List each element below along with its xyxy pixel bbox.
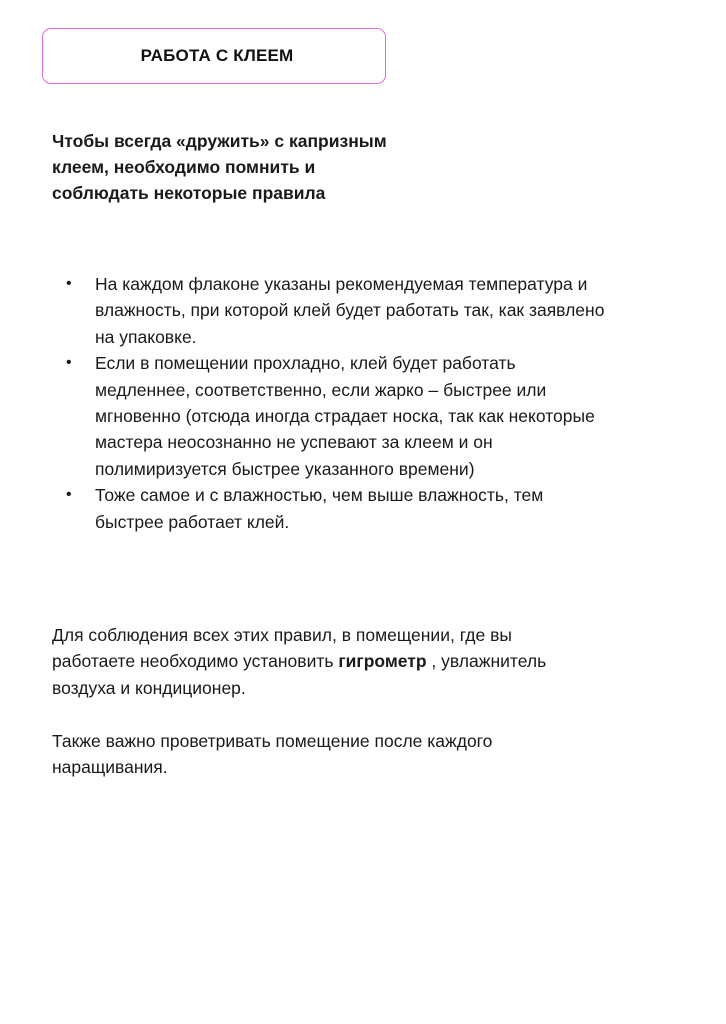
list-item <box>52 350 692 482</box>
bullet-icon: • <box>66 275 72 292</box>
intro-line: клеем, необходимо помнить и <box>52 157 316 177</box>
paragraph-line: воздуха и кондиционер. <box>52 677 246 698</box>
list-item-line: мастера неосознанно не успевают за клеем и он <box>95 432 493 453</box>
equipment-paragraph <box>52 622 652 701</box>
list-item-line: На каждом флаконе указаны рекомендуемая температура и <box>95 274 588 294</box>
list-item <box>52 482 692 535</box>
list-item-line: Если в помещении прохладно, клей будет работать <box>95 353 516 374</box>
paragraph-text: работаете необходимо установить <box>52 651 339 672</box>
list-item-line: полимиризуется быстрее указанного времени) <box>95 458 475 479</box>
page-title: РАБОТА С КЛЕЕМ <box>140 46 294 65</box>
bullet-icon: • <box>66 354 72 372</box>
list-item-line: влажность, при которой клей будет работать так, как заявлено <box>95 300 605 321</box>
list-item-line: Тоже самое и с влажностью, чем выше влажность, тем <box>95 485 544 506</box>
paragraph-line: Также важно проветривать помещение после каждого <box>52 731 493 751</box>
paragraph-line <box>52 648 652 674</box>
intro-line: Чтобы всегда «дружить» с капризным <box>52 131 387 151</box>
rules-list <box>52 271 692 535</box>
paragraph-line: наращивания. <box>52 757 168 778</box>
bullet-icon: • <box>66 486 72 504</box>
intro-line: соблюдать некоторые правила <box>52 183 326 203</box>
paragraph-text: , увлажнитель <box>426 651 547 672</box>
ventilation-paragraph <box>52 728 652 781</box>
list-item-line: быстрее работает клей. <box>95 511 290 532</box>
list-item-line: медленнее, соответственно, если жарко – быстрее или <box>95 379 547 400</box>
list-item-line: мгновенно (отсюда иногда страдает носка, так как некоторые <box>95 406 595 427</box>
hygrometer-term: гигрометр <box>338 651 427 672</box>
list-item <box>52 271 692 350</box>
title-box <box>42 28 386 84</box>
paragraph-line: Для соблюдения всех этих правил, в помещении, где вы <box>52 625 512 645</box>
list-item-line: на упаковке. <box>95 326 197 347</box>
intro-heading <box>52 128 452 206</box>
